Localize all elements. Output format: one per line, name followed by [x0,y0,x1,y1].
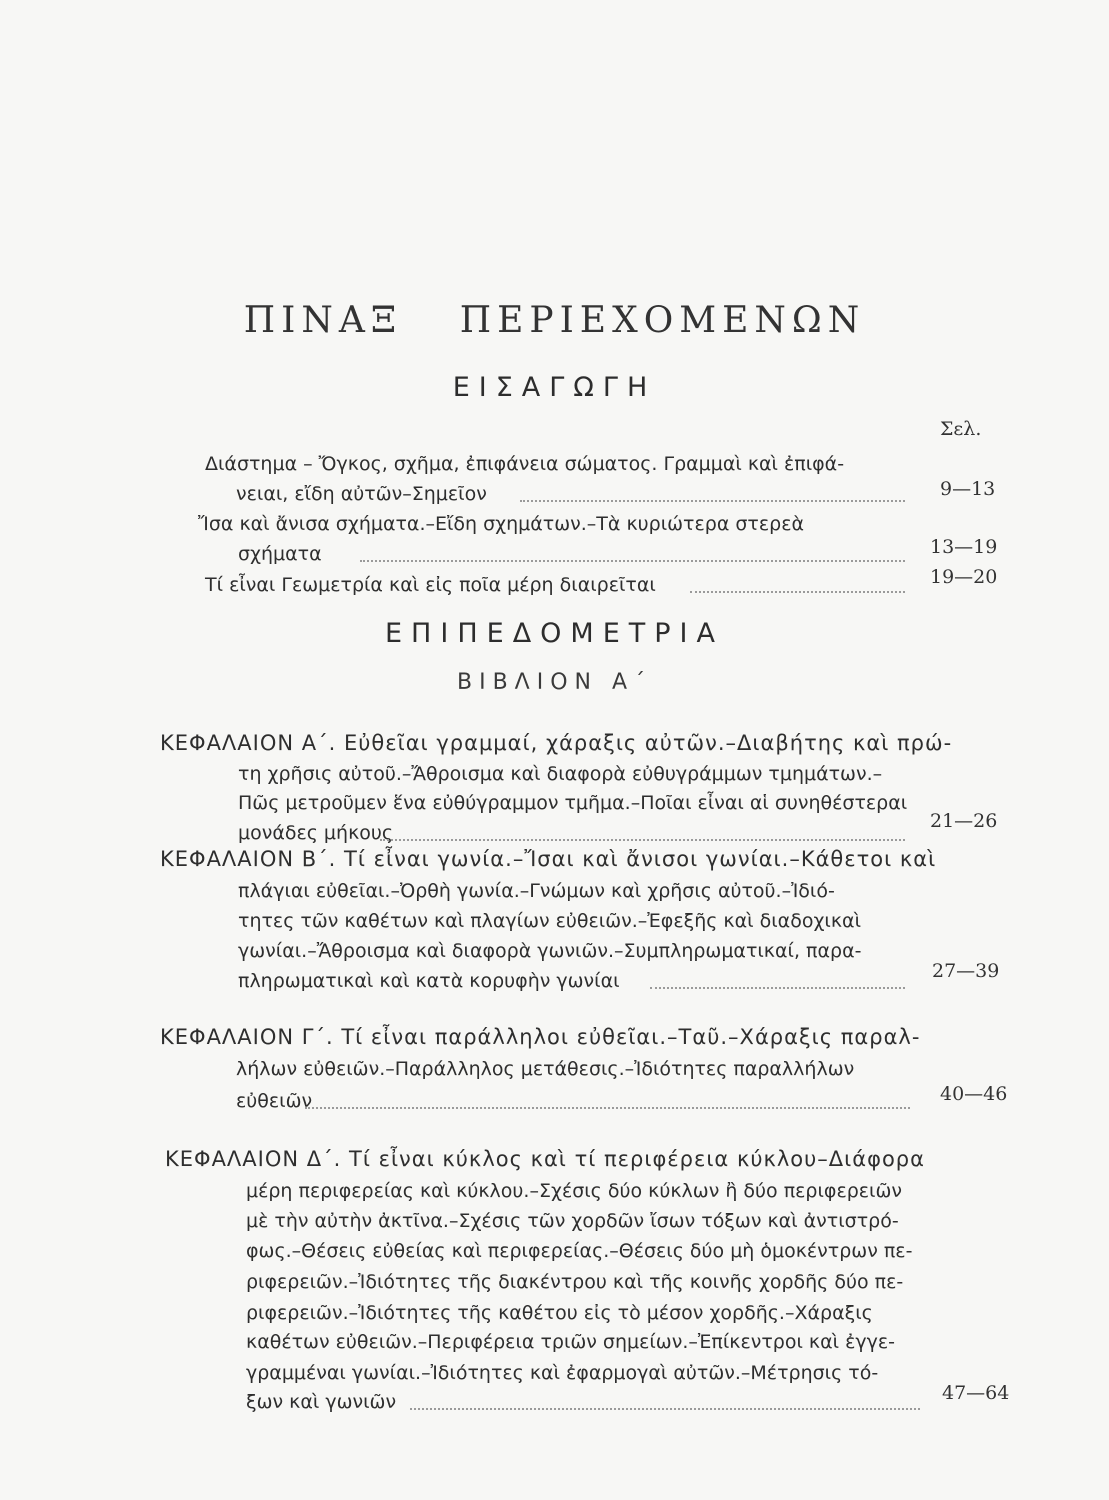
chapter-b-line-3: τητες τῶν καθέτων καὶ πλαγίων εὐθειῶν.–Ἐφεξῆς καὶ διαδοχικαὶ [238,910,862,932]
chapter-d-pages: 47—64 [942,1382,1010,1404]
chapter-d-line-5: ριφερειῶν.–Ἰδιότητες τῆς διακέντρου καὶ τῆς κοινῆς χορδῆς δύο πε- [246,1271,904,1293]
chapter-a-line-4: μονάδες μήκους [238,822,394,844]
chapter-c-pages: 40—46 [940,1083,1008,1105]
chapter-d-line-2: μέρη περιφερείας καὶ κύκλου.–Σχέσις δύο κύκλων ἢ δύο περιφερειῶν [246,1180,903,1202]
section-heading-epipedometria: ΕΠΙΠΕΔΟΜΕΤΡΙΑ [385,618,724,649]
title-word-1: ΠΙΝΑΞ [243,300,403,341]
dot-leader [650,987,905,989]
dot-leader [520,500,905,502]
toc-entry-3-pages: 19—20 [930,566,998,588]
chapter-d-line-7: καθέτων εὐθειῶν.–Περιφέρεια τριῶν σημείων.–Ἐπίκεντροι καὶ ἐγγε- [246,1331,895,1353]
chapter-c-line-1: ΚΕΦΑΛΑΙΟΝ Γ΄. Τί εἶναι παράλληλοι εὐθεῖαι.–Ταῦ.–Χάραξις παραλ- [160,1025,921,1049]
dot-leader [360,560,905,562]
dot-leader [305,1107,910,1109]
dot-leader [690,591,905,593]
chapter-b-line-1: ΚΕΦΑΛΑΙΟΝ Β΄. Τί εἶναι γωνία.–Ἴσαι καὶ ἄνισοι γωνίαι.–Κάθετοι καὶ [160,847,937,871]
toc-entry-1-pages: 9—13 [940,478,996,500]
chapter-c-line-3: εὐθειῶν [236,1090,313,1112]
chapter-b-pages: 27—39 [932,960,1000,982]
chapter-d-line-9: ξων καὶ γωνιῶν [246,1391,397,1413]
chapter-d-line-6: ριφερειῶν.–Ἰδιότητες τῆς καθέτου εἰς τὸ μέσον χορδῆς.–Χάραξις [246,1302,873,1324]
dot-leader [410,1408,920,1410]
page-column-label: Σελ. [940,418,982,440]
chapter-a-line-3: Πῶς μετροῦμεν ἕνα εὐθύγραμμον τμῆμα.–Ποῖαι εἶναι αἱ συνηθέστεραι [238,792,908,814]
chapter-d-line-1: ΚΕΦΑΛΑΙΟΝ Δ΄. Τί εἶναι κύκλος καὶ τί περιφέρεια κύκλου–Διάφορα [165,1147,925,1171]
chapter-c-line-2: λήλων εὐθειῶν.–Παράλληλος μετάθεσις.–Ἰδιότητες παραλλήλων [236,1058,855,1080]
title-word-2: ΠΕΡΙΕΧΟΜΕΝΩΝ [459,300,866,341]
chapter-d-line-8: γραμμέναι γωνίαι.–Ἰδιότητες καὶ ἐφαρμογαὶ αὐτῶν.–Μέτρησις τό- [246,1362,879,1384]
page-title [0,300,1109,341]
chapter-d-line-3: μὲ τὴν αὐτὴν ἀκτῖνα.–Σχέσις τῶν χορδῶν ἴσων τόξων καὶ ἀντιστρό- [246,1210,899,1232]
toc-entry-3-line-1: Τί εἶναι Γεωμετρία καὶ εἰς ποῖα μέρη διαιρεῖται [205,574,656,596]
section-heading-eisagogi: ΕΙΣΑΓΩΓΗ [452,372,657,403]
toc-entry-2-pages: 13—19 [930,536,998,558]
toc-entry-2-line-2: σχήματα [238,543,322,565]
chapter-a-pages: 21—26 [930,810,998,832]
chapter-b-line-5: πληρωματικαὶ καὶ κατὰ κορυφὴν γωνίαι [238,970,620,992]
chapter-a-line-2: τη χρῆσις αὐτοῦ.–Ἄθροισμα καὶ διαφορὰ εὐθυγράμμων τμημάτων.– [238,763,883,785]
chapter-d-line-4: φως.–Θέσεις εὐθείας καὶ περιφερείας.–Θέσεις δύο μὴ ὁμοκέντρων πε- [246,1240,913,1262]
chapter-b-line-2: πλάγιαι εὐθεῖαι.–Ὀρθὴ γωνία.–Γνώμων καὶ χρῆσις αὐτοῦ.–Ἰδιό- [238,880,835,902]
toc-entry-1-line-1: Διάστημα – Ὄγκος, σχῆμα, ἐπιφάνεια σώματος. Γραμμαὶ καὶ ἐπιφά- [205,453,845,475]
toc-entry-2-line-1: Ἴσα καὶ ἄνισα σχήματα.–Εἴδη σχημάτων.–Τὰ κυριώτερα στερεὰ [198,513,804,535]
dot-leader [380,839,905,841]
book-heading: ΒΙΒΛΙΟΝ Α΄ [456,670,653,695]
chapter-b-line-4: γωνίαι.–Ἄθροισμα καὶ διαφορὰ γωνιῶν.–Συμπληρωματικαί, παρα- [238,940,862,962]
toc-entry-1-line-2: νειαι, εἴδη αὐτῶν–Σημεῖον [236,483,487,505]
chapter-a-line-1: ΚΕΦΑΛΑΙΟΝ Α΄. Εὐθεῖαι γραμμαί, χάραξις αὐτῶν.–Διαβήτης καὶ πρώ- [160,731,953,755]
